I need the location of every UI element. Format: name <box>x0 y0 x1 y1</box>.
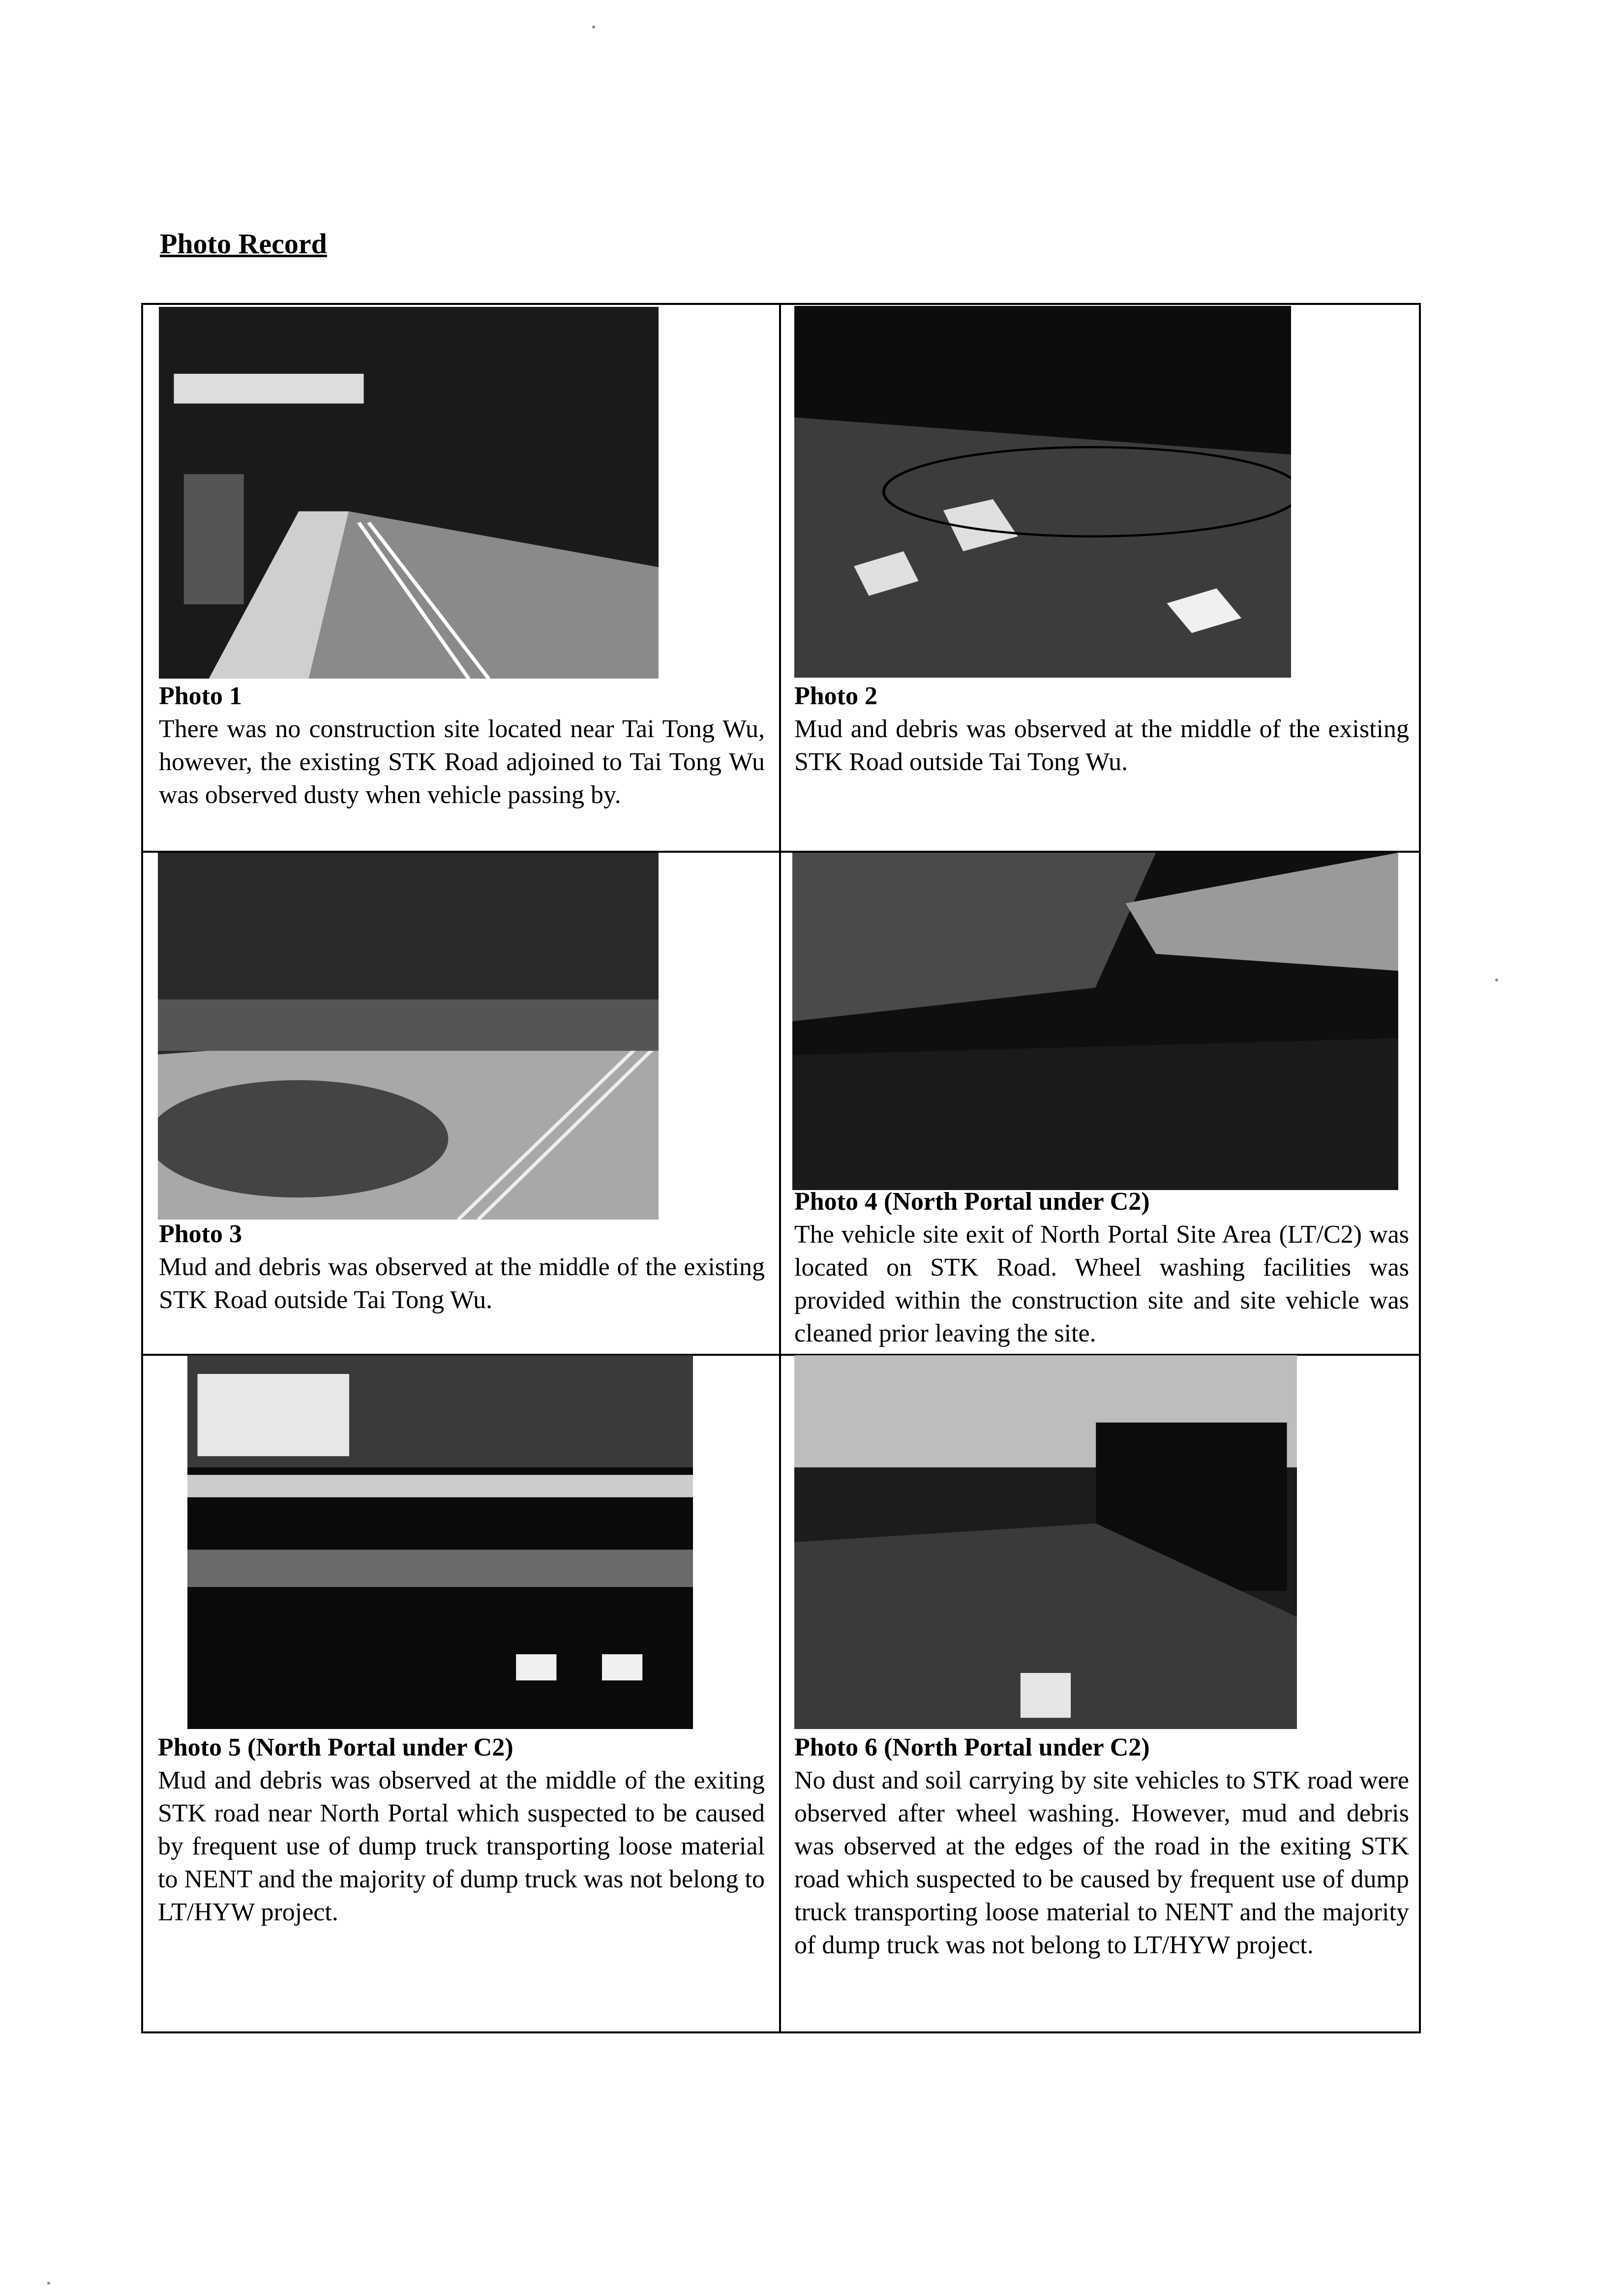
photo-3-title: Photo 3 <box>159 1220 242 1248</box>
photo-4-caption <box>794 1185 1409 1350</box>
photo-3-text: Mud and debris was observed at the middle of the existing STK Road outside Tai Tong Wu. <box>159 1253 765 1314</box>
photo-6-caption <box>794 1731 1409 1962</box>
scan-speck <box>1495 979 1498 982</box>
photo-6-text: No dust and soil carrying by site vehicles to STK road were observed after wheel washing. However, mud and debris was observed at the edges of the road in the exiting STK road which suspected to be caused by frequent use of dump truck transporting loose material to NENT and the majority of dump truck was not belong to LT/HYW project. <box>794 1766 1409 1959</box>
table-divider <box>779 305 781 2031</box>
photo-4-image <box>792 853 1398 1190</box>
photo-6-title: Photo 6 (North Portal under C2) <box>794 1733 1150 1761</box>
photo-2-image <box>794 306 1291 678</box>
photo-5-text: Mud and debris was observed at the middle of the exiting STK road near North Portal which suspected to be caused by frequent use of dump truck transporting loose material to NENT and the majority of dump truck was not belong to LT/HYW project. <box>158 1766 765 1926</box>
photo-1-image <box>159 307 659 679</box>
scan-speck <box>592 26 595 29</box>
photo-3-image <box>158 853 659 1220</box>
photo-5-title: Photo 5 (North Portal under C2) <box>158 1733 513 1761</box>
photo-5-image <box>187 1355 693 1729</box>
page-heading: Photo Record <box>160 228 327 260</box>
photo-4-text: The vehicle site exit of North Portal Site Area (LT/C2) was located on STK Road. Wheel washing facilities was provided within the construction site and site vehicle was cleaned prior leaving the site. <box>794 1221 1409 1347</box>
photo-3-caption <box>159 1218 765 1316</box>
photo-6-image <box>794 1355 1297 1729</box>
photo-4-title: Photo 4 (North Portal under C2) <box>794 1188 1150 1216</box>
scan-speck <box>47 2282 50 2285</box>
photo-1-caption <box>159 680 765 811</box>
photo-1-title: Photo 1 <box>159 682 242 710</box>
photo-5-caption <box>158 1731 765 1929</box>
photo-1-text: There was no construction site located near Tai Tong Wu, however, the existing STK Road adjoined to Tai Tong Wu was observed dusty when vehicle passing by. <box>159 715 765 809</box>
photo-2-title: Photo 2 <box>794 682 877 710</box>
photo-2-caption <box>794 680 1409 778</box>
photo-2-text: Mud and debris was observed at the middle of the existing STK Road outside Tai Tong Wu. <box>794 715 1409 776</box>
photo-table <box>141 303 1421 2033</box>
